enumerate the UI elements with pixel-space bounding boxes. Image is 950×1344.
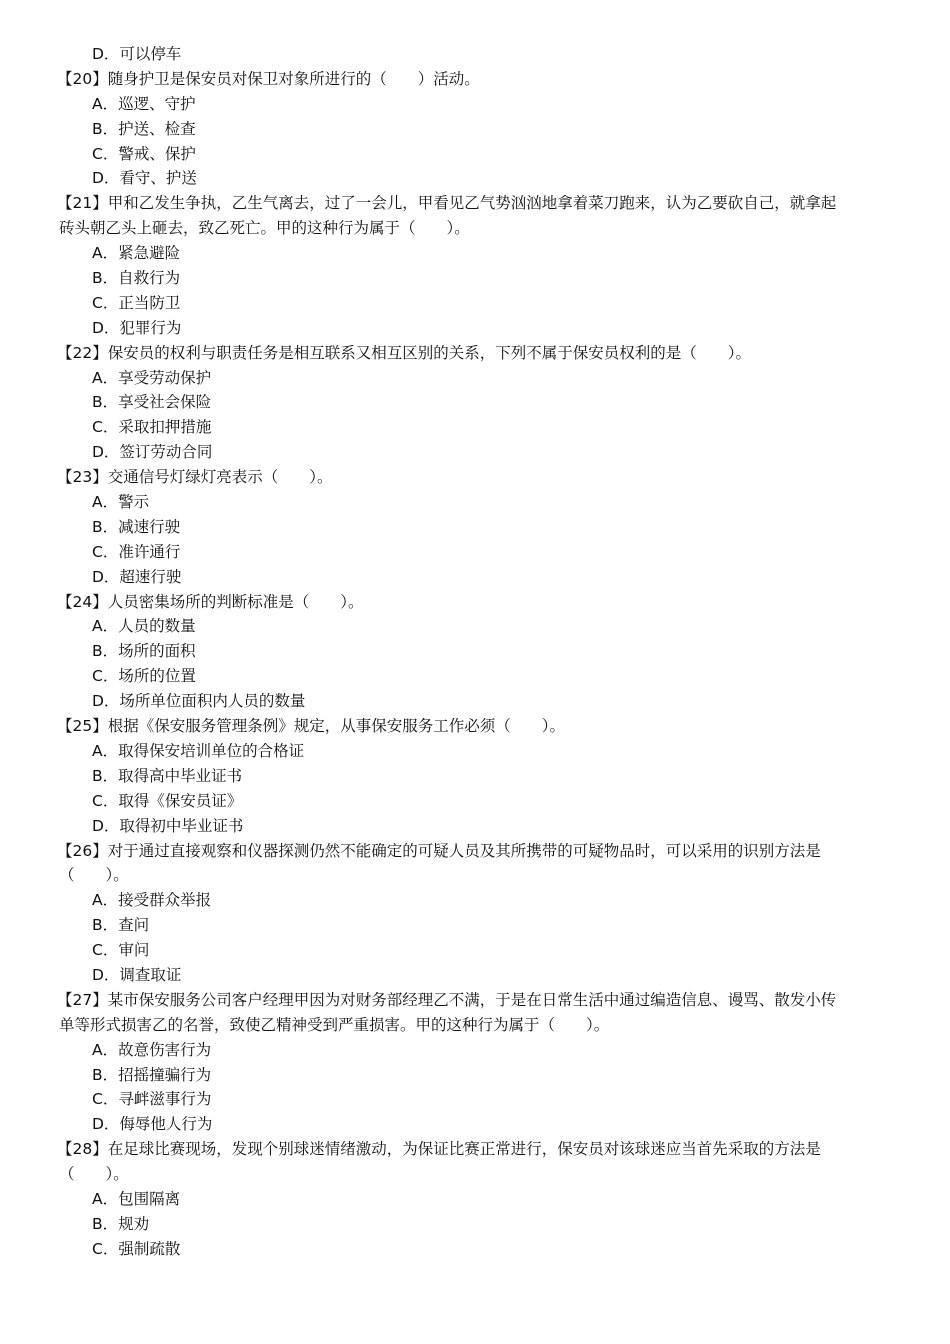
question-text-continued: （ ）。 (59, 1165, 129, 1184)
answer-option: C．取得《保安员证》 (92, 791, 243, 810)
question-block (0, 839, 950, 988)
question-stem (0, 988, 901, 1013)
answer-option: C．寻衅滋事行为 (92, 1090, 212, 1109)
question-stem (0, 465, 901, 490)
answer-option: B．场所的面积 (92, 642, 196, 661)
question-block (0, 1137, 950, 1261)
answer-option: A．紧急避险 (92, 244, 181, 263)
answer-option: D．取得初中毕业证书 (92, 816, 244, 835)
answer-option: C．警戒、保护 (92, 144, 196, 163)
question-stem (0, 191, 901, 216)
answer-option: B．享受社会保险 (92, 393, 212, 412)
question-block (0, 465, 950, 589)
answer-option: D．调查取证 (92, 965, 182, 984)
question-number: 【25】 (57, 717, 108, 736)
question-block (0, 341, 950, 465)
answer-option: B．取得高中毕业证书 (92, 766, 243, 785)
answer-option: C．采取扣押措施 (92, 418, 212, 437)
answer-option: D．场所单位面积内人员的数量 (92, 692, 306, 711)
question-stem (0, 1137, 901, 1162)
question-text-continued: 单等形式损害乙的名誉，致使乙精神受到严重损害。甲的这种行为属于（ ）。 (59, 1015, 610, 1034)
answer-option: B．查问 (92, 916, 150, 935)
exam-document (0, 42, 950, 1262)
question-number: 【24】 (57, 592, 108, 611)
question-text: 人员密集场所的判断标准是（ ）。 (107, 592, 364, 611)
question-number: 【23】 (57, 468, 108, 487)
answer-option: A．人员的数量 (92, 617, 196, 636)
answer-option: D．看守、护送 (92, 169, 197, 188)
answer-option: C．准许通行 (92, 542, 181, 561)
question-block (0, 714, 950, 838)
question-stem (0, 341, 901, 366)
answer-option: C．场所的位置 (92, 667, 196, 686)
answer-option: C．正当防卫 (92, 293, 181, 312)
question-number: 【26】 (57, 841, 108, 860)
question-text-continued: 砖头朝乙头上砸去，致乙死亡。甲的这种行为属于（ ）。 (59, 219, 470, 238)
answer-option: B．招摇撞骗行为 (92, 1065, 212, 1084)
question-stem (0, 714, 901, 739)
lead-option: D．可以停车 (92, 45, 182, 63)
question-block (0, 191, 950, 340)
answer-option: A．巡逻、守护 (92, 94, 196, 113)
answer-option: A．取得保安培训单位的合格证 (92, 741, 305, 760)
answer-option: A．警示 (92, 493, 150, 512)
answer-option: A．接受群众举报 (92, 891, 212, 910)
question-list (0, 67, 950, 1262)
question-number: 【27】 (57, 990, 108, 1009)
question-number: 【28】 (57, 1140, 108, 1159)
answer-option: D．签订劳动合同 (92, 443, 213, 462)
question-text: 在足球比赛现场，发现个别球迷情绪激动，为保证比赛正常进行，保安员对该球迷应当首先采取的方法是 (107, 1140, 821, 1159)
question-stem (0, 839, 901, 864)
answer-option: B．规劝 (92, 1214, 150, 1233)
answer-option: A．包围隔离 (92, 1189, 181, 1208)
answer-option: D．侮辱他人行为 (92, 1115, 213, 1134)
answer-option: A．享受劳动保护 (92, 368, 212, 387)
question-block (0, 988, 950, 1137)
question-text: 随身护卫是保安员对保卫对象所进行的（ ）活动。 (107, 69, 480, 88)
question-stem (0, 67, 901, 92)
answer-option: B．护送、检查 (92, 119, 196, 138)
answer-option: D．犯罪行为 (92, 318, 182, 337)
question-text-continued: （ ）。 (59, 866, 129, 885)
question-stem (0, 590, 901, 615)
answer-option: B．减速行驶 (92, 517, 181, 536)
question-number: 【21】 (57, 194, 108, 213)
question-text: 甲和乙发生争执，乙生气离去，过了一会儿，甲看见乙气势汹汹地拿着菜刀跑来，认为乙要砍自己，就拿起 (107, 194, 837, 213)
question-number: 【22】 (57, 343, 108, 362)
question-text: 根据《保安服务管理条例》规定，从事保安服务工作必须（ ）。 (107, 717, 565, 736)
answer-option: C．强制疏散 (92, 1239, 181, 1258)
question-text: 对于通过直接观察和仪器探测仍然不能确定的可疑人员及其所携带的可疑物品时，可以采用的识别方法是 (107, 841, 821, 860)
question-block (0, 67, 950, 191)
question-block (0, 590, 950, 714)
question-number: 【20】 (57, 69, 108, 88)
question-text: 某市保安服务公司客户经理甲因为对财务部经理乙不满，于是在日常生活中通过编造信息、谩骂、散发小传 (107, 990, 837, 1009)
question-text: 交通信号灯绿灯亮表示（ ）。 (107, 468, 333, 487)
answer-option: C．审问 (92, 941, 150, 960)
answer-option: A．故意伤害行为 (92, 1040, 212, 1059)
answer-option: B．自救行为 (92, 269, 181, 288)
question-text: 保安员的权利与职责任务是相互联系又相互区别的关系，下列不属于保安员权利的是（ ）。 (107, 343, 751, 362)
answer-option: D．超速行驶 (92, 567, 182, 586)
